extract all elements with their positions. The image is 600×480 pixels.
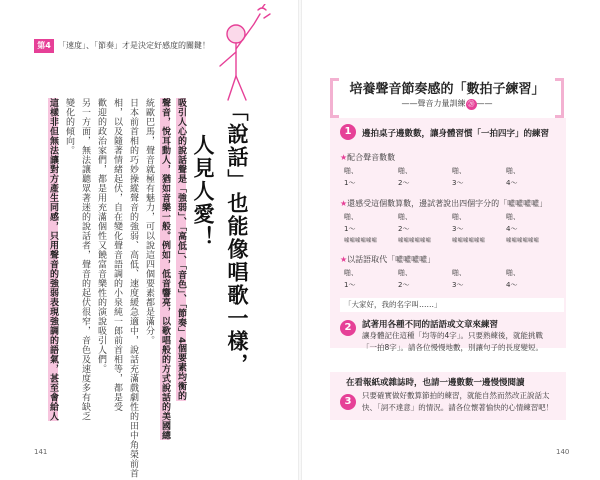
grid-row [344, 224, 560, 236]
body-column-6: 歡迎的政治家們，都是用充滿個性又饒富音樂性的演說吸引人們。 [96, 98, 106, 374]
count-grid-2-syllables [344, 236, 560, 248]
chapter-title: 「速度」、「節奏」才是決定好感度的關鍵！ [58, 41, 210, 50]
step-1-instruction-3: ★以話語取代「噓噓噓噓」 [340, 255, 436, 264]
grid-cell: 啪、 [452, 213, 466, 221]
page-number-left: 141 [34, 448, 48, 456]
step-1-title: 邊拍桌子邊數數，讓身體習慣「一拍四字」的練習 [362, 129, 550, 139]
title-bracket-right [555, 78, 564, 118]
quote-line-1: 「說話」也能像唱歌一樣， [225, 100, 249, 376]
body-column-3: 統歐巴馬，聲音就極有魅力，可以說這四個要素都是滿分。 [144, 98, 154, 345]
step-1-instruction-2: ★還感受這個數算數，邊試著說出四個字分的「噓噓噓噓」 [340, 199, 548, 208]
body-column-7: 另一方面，無法讓聽眾著迷的說話者，聲音的起伏很窄，音色及速度多有缺乏 [80, 98, 90, 421]
count-grid-2 [344, 212, 560, 236]
count-grid-3 [344, 268, 560, 292]
grid-cell: 3～ [452, 179, 464, 187]
exercise-title-box [330, 76, 564, 116]
quote-line-2: 人見人愛！ [191, 134, 215, 249]
grid-cell: 3～ [452, 225, 464, 233]
step-3-description-2: 快、「詞不達意」的情況。請各位懷著愉快的心情練習吧！ [362, 403, 554, 412]
star-icon: ★ [340, 255, 348, 264]
step-3-number: 3 [340, 394, 356, 410]
grid-cell: 2～ [398, 281, 410, 289]
star-icon: ★ [340, 199, 348, 208]
grid-cell: 4～ [506, 281, 518, 289]
body-column-2: 聲音，悅耳動人，猶如音樂一般。例如，低音響亮，以歌唱般的方式說話的美國總 [160, 98, 170, 440]
grid-row [344, 268, 560, 280]
grid-cell: 啪、 [398, 167, 412, 175]
grid-cell: 2～ [398, 179, 410, 187]
grid-cell: 啪、 [344, 213, 358, 221]
step-2-title: 試著用各種不同的話語或文章來練習 [362, 320, 499, 330]
grid-cell: 啪、 [398, 269, 412, 277]
sample-phrase: 「大家好，我的名字叫……」 [340, 298, 564, 312]
grid-cell: 啪、 [344, 167, 358, 175]
chapter-badge: 第4章 [34, 39, 54, 53]
grid-cell: 啪、 [506, 269, 520, 277]
book-gutter [298, 0, 302, 480]
grid-row [344, 236, 560, 248]
grid-cell: 2～ [398, 225, 410, 233]
title-bracket-left [330, 78, 339, 118]
grid-row [344, 212, 560, 224]
step-1-number: 1 [340, 124, 356, 140]
grid-cell: 啪、 [506, 167, 520, 175]
star-icon: ★ [340, 153, 348, 162]
grid-cell: 啪、 [506, 213, 520, 221]
body-column-5: 相，以及隨著情緒起伏，自在變化聲音語調的小泉純一郎前首相等，都是受 [112, 98, 122, 412]
grid-cell: 3～ [452, 281, 464, 289]
grid-cell: 1～ [344, 225, 356, 233]
grid-cell: 1～ [344, 179, 356, 187]
cheering-person-illustration [196, 4, 296, 104]
training-number-badge: ⑳ [467, 100, 475, 108]
body-column-9: 這樣非但無法讓對方產生同感，只用聲音的強弱表現強調的語氣，甚至會給人 [48, 98, 58, 421]
grid-cell: 1～ [344, 281, 356, 289]
step-2-description-1: 讓身體記住這種「均等的4字」。只要熟練後，就能挑戰 [362, 331, 544, 340]
grid-row [344, 178, 560, 190]
body-column-8: 變化的傾向。 [64, 98, 74, 155]
grid-cell: 噓噓噓噓噓噓 [398, 238, 432, 244]
grid-cell: 噓噓噓噓噓噓 [344, 238, 378, 244]
step-2-description-2: 「一拍8字」。請各位慢慢地數，別讓句子的長度變短。 [362, 343, 544, 352]
grid-cell: 啪、 [452, 167, 466, 175]
grid-cell: 噓噓噓噓噓噓 [506, 238, 540, 244]
step-2-number: 2 [340, 320, 356, 336]
step-1-instruction-1: ★配合聲音數數 [340, 153, 396, 162]
grid-cell: 啪、 [398, 213, 412, 221]
step-3-description-1: 只要確實做好數算節拍的練習，就能自然而然改正說話太 [362, 391, 550, 400]
body-column-1: 吸引人心的說話聲是「強弱」、「高低」、「音色」、「節奏」4個要素均衡的 [176, 98, 186, 401]
grid-cell: 啪、 [344, 269, 358, 277]
exercise-title: 培養聲音節奏感的「數拍子練習」 [349, 82, 545, 97]
page-number-right: 140 [556, 448, 570, 456]
step-3-title: 在看報紙或雜誌時，也請一邊數數一邊慢慢閱讀 [346, 378, 525, 388]
grid-row [344, 166, 560, 178]
count-grid-1 [344, 166, 560, 190]
grid-row [344, 280, 560, 292]
exercise-subtitle: ——聲音力量訓練 ⑳ —— [401, 99, 493, 108]
grid-cell: 噓噓噓噓噓噓 [452, 238, 486, 244]
grid-cell: 啪、 [452, 269, 466, 277]
grid-cell: 4～ [506, 225, 518, 233]
grid-cell: 4～ [506, 179, 518, 187]
body-column-4: 日本前首相的巧妙操縱聲音的強弱、高低、速度緩急適中，說話充滿戲劇性的田中角榮前首 [128, 98, 138, 478]
